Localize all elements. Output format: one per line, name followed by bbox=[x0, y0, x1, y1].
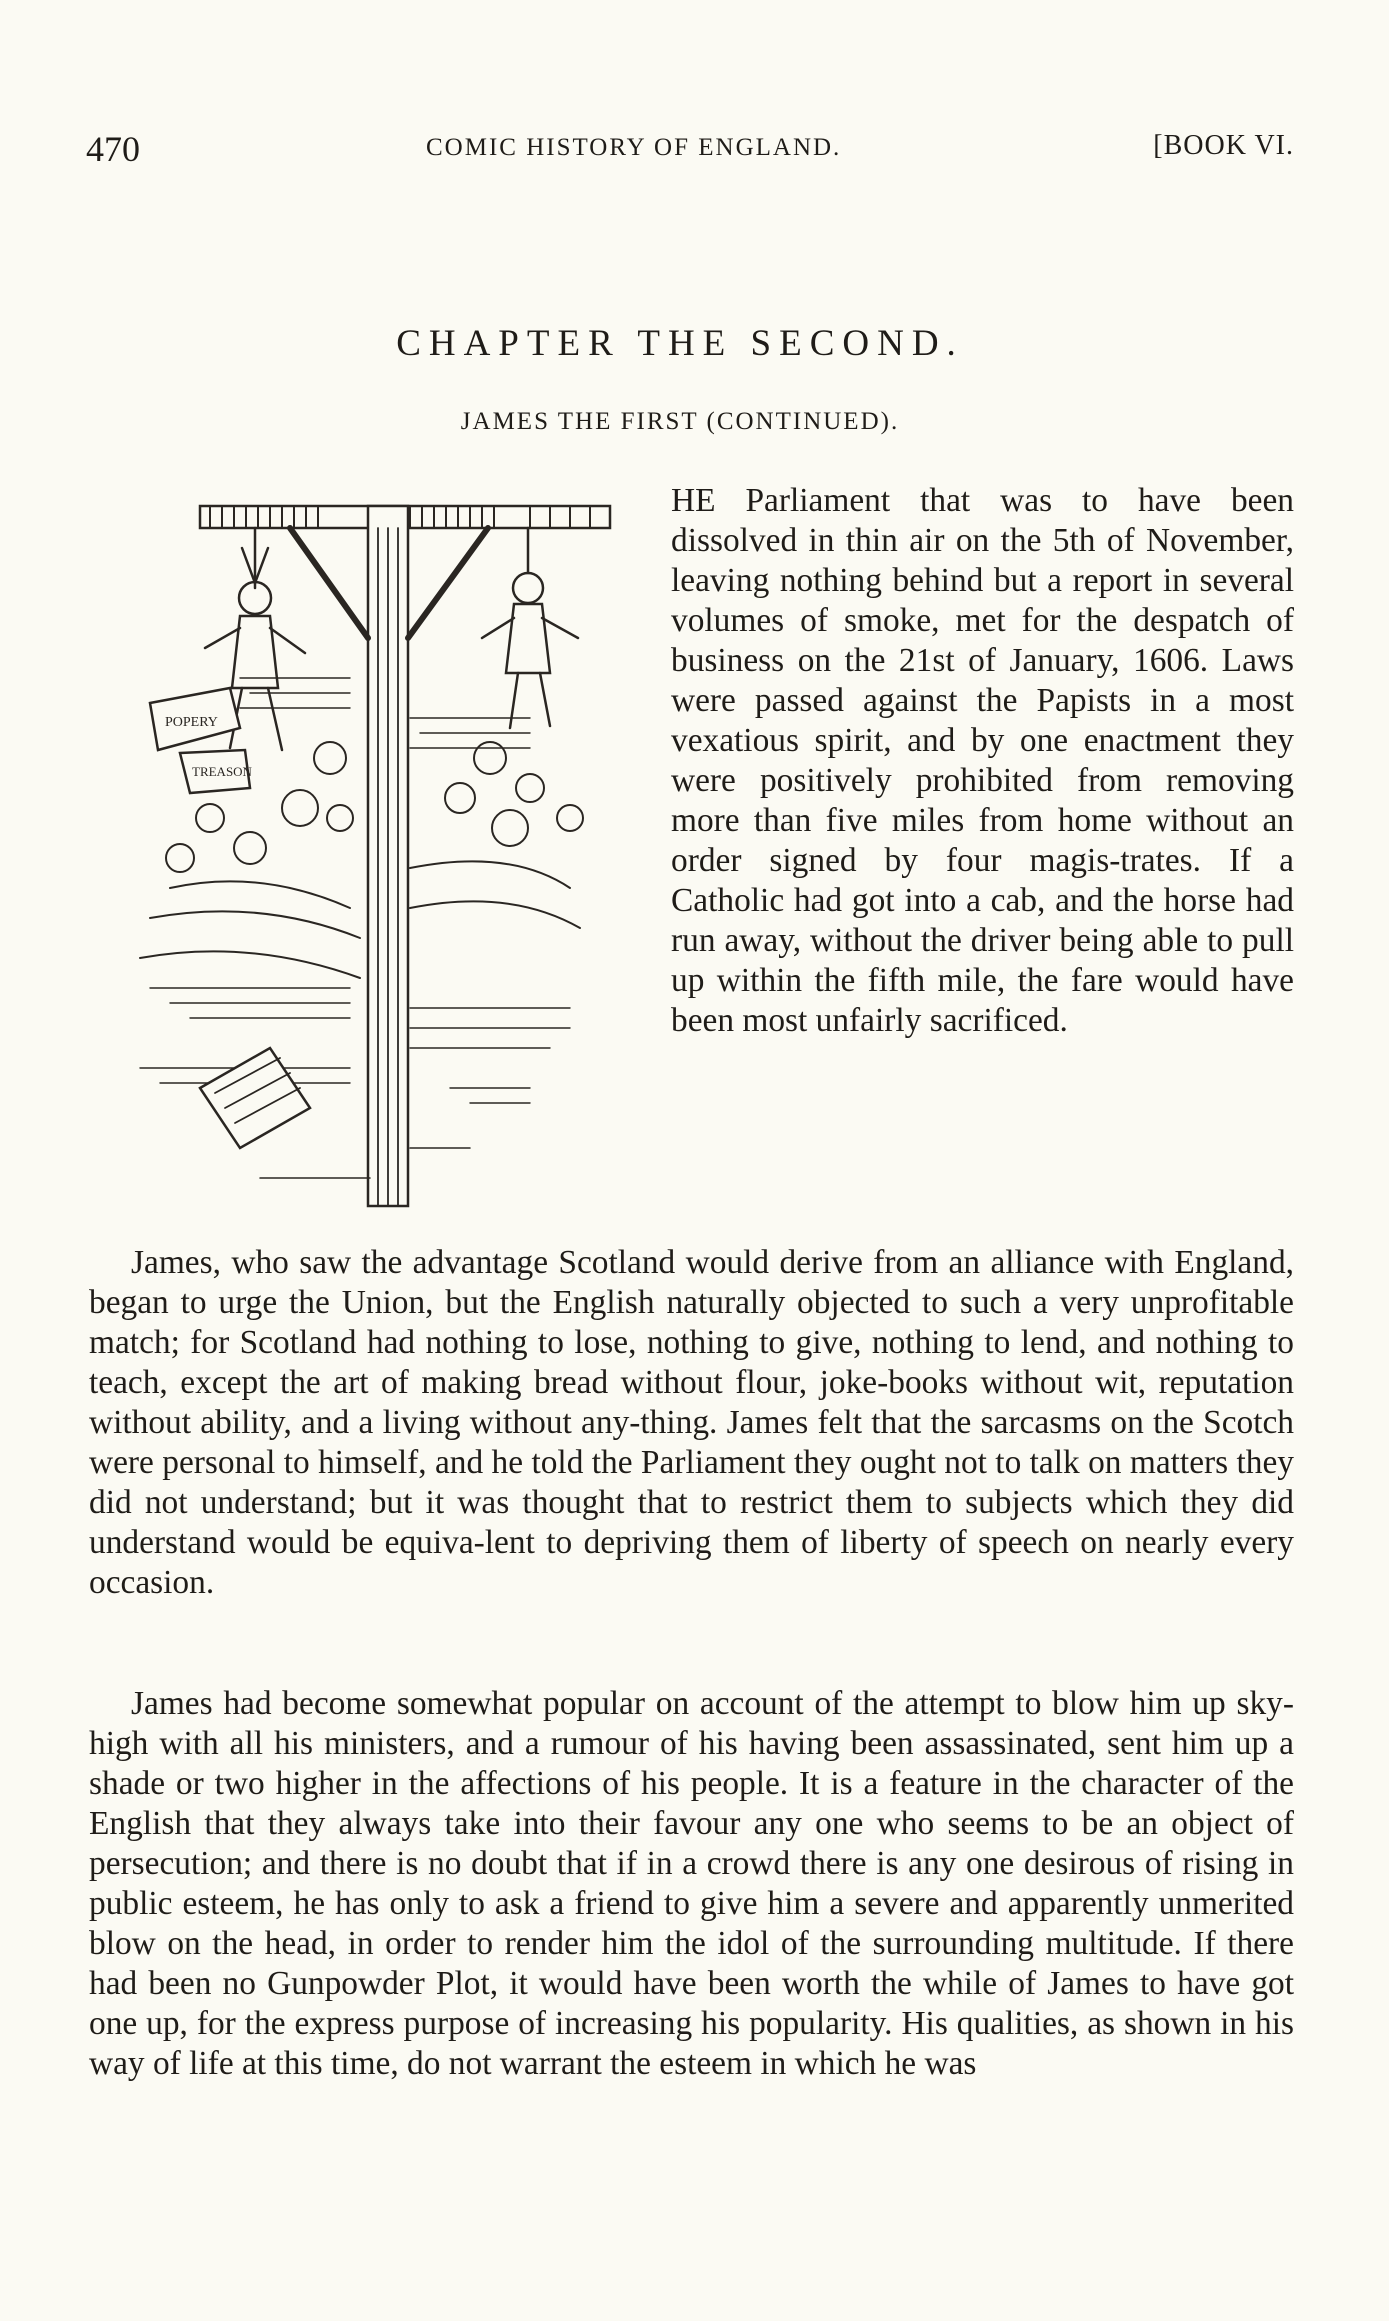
running-head bbox=[86, 128, 1294, 169]
running-title: COMIC HISTORY OF ENGLAND. bbox=[426, 134, 842, 161]
drop-cap-lead: HE bbox=[671, 482, 716, 519]
paragraph-1 bbox=[89, 481, 1294, 1041]
page-number: 470 bbox=[86, 129, 140, 169]
paragraph-2 bbox=[89, 1243, 1294, 1603]
paragraph-1-text: Parliament that was to have been dissolved in thin air on the 5th of November, leaving nothing behind but a report in several volumes of smoke, met for the despatch of business on the 21st of January, 1606. Laws were passed against the Papists in a most vexatious spirit, and by one enactment they were positively prohibited from removing more than five miles from home without an order signed by four magis-trates. If a Catholic had got into a cab, and the horse had run away, without the driver being able to pull up within the fifth mile, the fare would have been most unfairly sacrificed. bbox=[671, 482, 1294, 1039]
chapter-title: CHAPTER THE SECOND. bbox=[396, 323, 964, 364]
chapter-subtitle: JAMES THE FIRST (CONTINUED). bbox=[460, 408, 900, 435]
paragraph-3 bbox=[89, 1684, 1294, 2084]
paragraph-3-text: James had become somewhat popular on account of the attempt to blow him up sky-high with all his ministers, and a rumour of his having been assassinated, sent him up a shade or two higher in the affections of his people. It is a feature in the character of the English that they always take into their favour any one who seems to be an object of persecution; and there is no doubt that if in a crowd there is any one desirous of rising in public esteem, he has only to ask a friend to give him a severe and apparently unmerited blow on the head, in order to render him the idol of the surrounding multitude. If there had been no Gunpowder Plot, it would have been worth the while of James to have got one up, for the express purpose of increasing his popularity. His qualities, as shown in his way of life at this time, do not warrant the esteem in which he was bbox=[89, 1685, 1294, 2082]
popery-sign-text: POPERY bbox=[165, 715, 218, 730]
book-part: [BOOK VI. bbox=[1153, 130, 1294, 161]
paragraph-2-text: James, who saw the advantage Scotland would derive from an alliance with England, began to urge the Union, but the English naturally objected to such a very unprofitable match; for Scotland had nothing to lose, nothing to give, nothing to lend, and nothing to teach, except the art of making bread without flour, joke-books without wit, reputation without ability, and a living without any-thing. James felt that the sarcasms on the Scotch were personal to himself, and he told the Parliament they ought not to talk on matters they did not understand; but it was thought that to restrict them to subjects which they did understand would be equiva-lent to depriving them of liberty of speech on nearly every occasion. bbox=[89, 1244, 1294, 1601]
treason-sign-text: TREASON bbox=[192, 764, 252, 779]
